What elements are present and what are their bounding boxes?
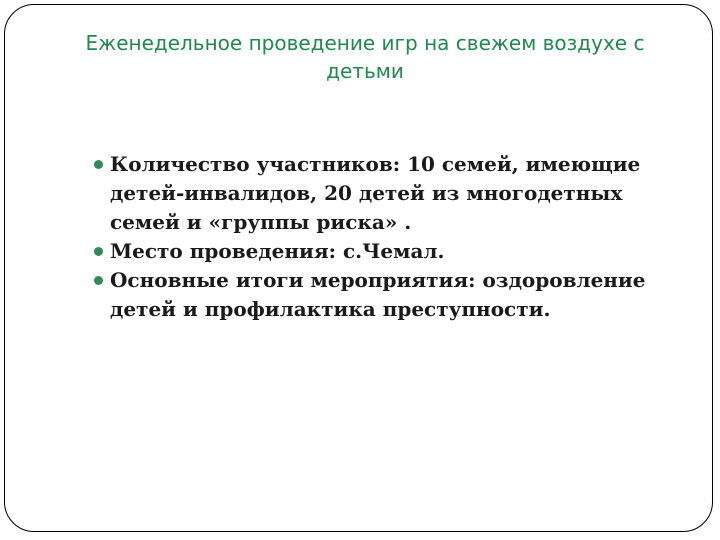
bullet-line: Место проведения: с.Чемал. [110, 239, 445, 263]
bullet-item-location [92, 237, 652, 266]
bullet-line: семей и «группы риска» . [110, 210, 412, 234]
bullet-line: детей и профилактика преступности. [110, 297, 551, 321]
bullet-item-participants [92, 150, 652, 237]
slide-title-line-1: Еженедельное проведение игр на свежем воздухе с [85, 31, 645, 55]
slide-title-line-2: детьми [326, 59, 404, 83]
slide-title [45, 29, 685, 85]
bullet-item-results [92, 266, 652, 324]
bullet-line: Основные итоги мероприятия: оздоровление [110, 268, 646, 292]
bullet-dot-icon [94, 247, 103, 256]
bullet-dot-icon [94, 276, 103, 285]
bullet-list [92, 150, 652, 324]
bullet-line: Количество участников: 10 семей, имеющие [110, 152, 641, 176]
bullet-dot-icon [94, 160, 103, 169]
bullet-line: детей-инвалидов, 20 детей из многодетных [110, 181, 623, 205]
